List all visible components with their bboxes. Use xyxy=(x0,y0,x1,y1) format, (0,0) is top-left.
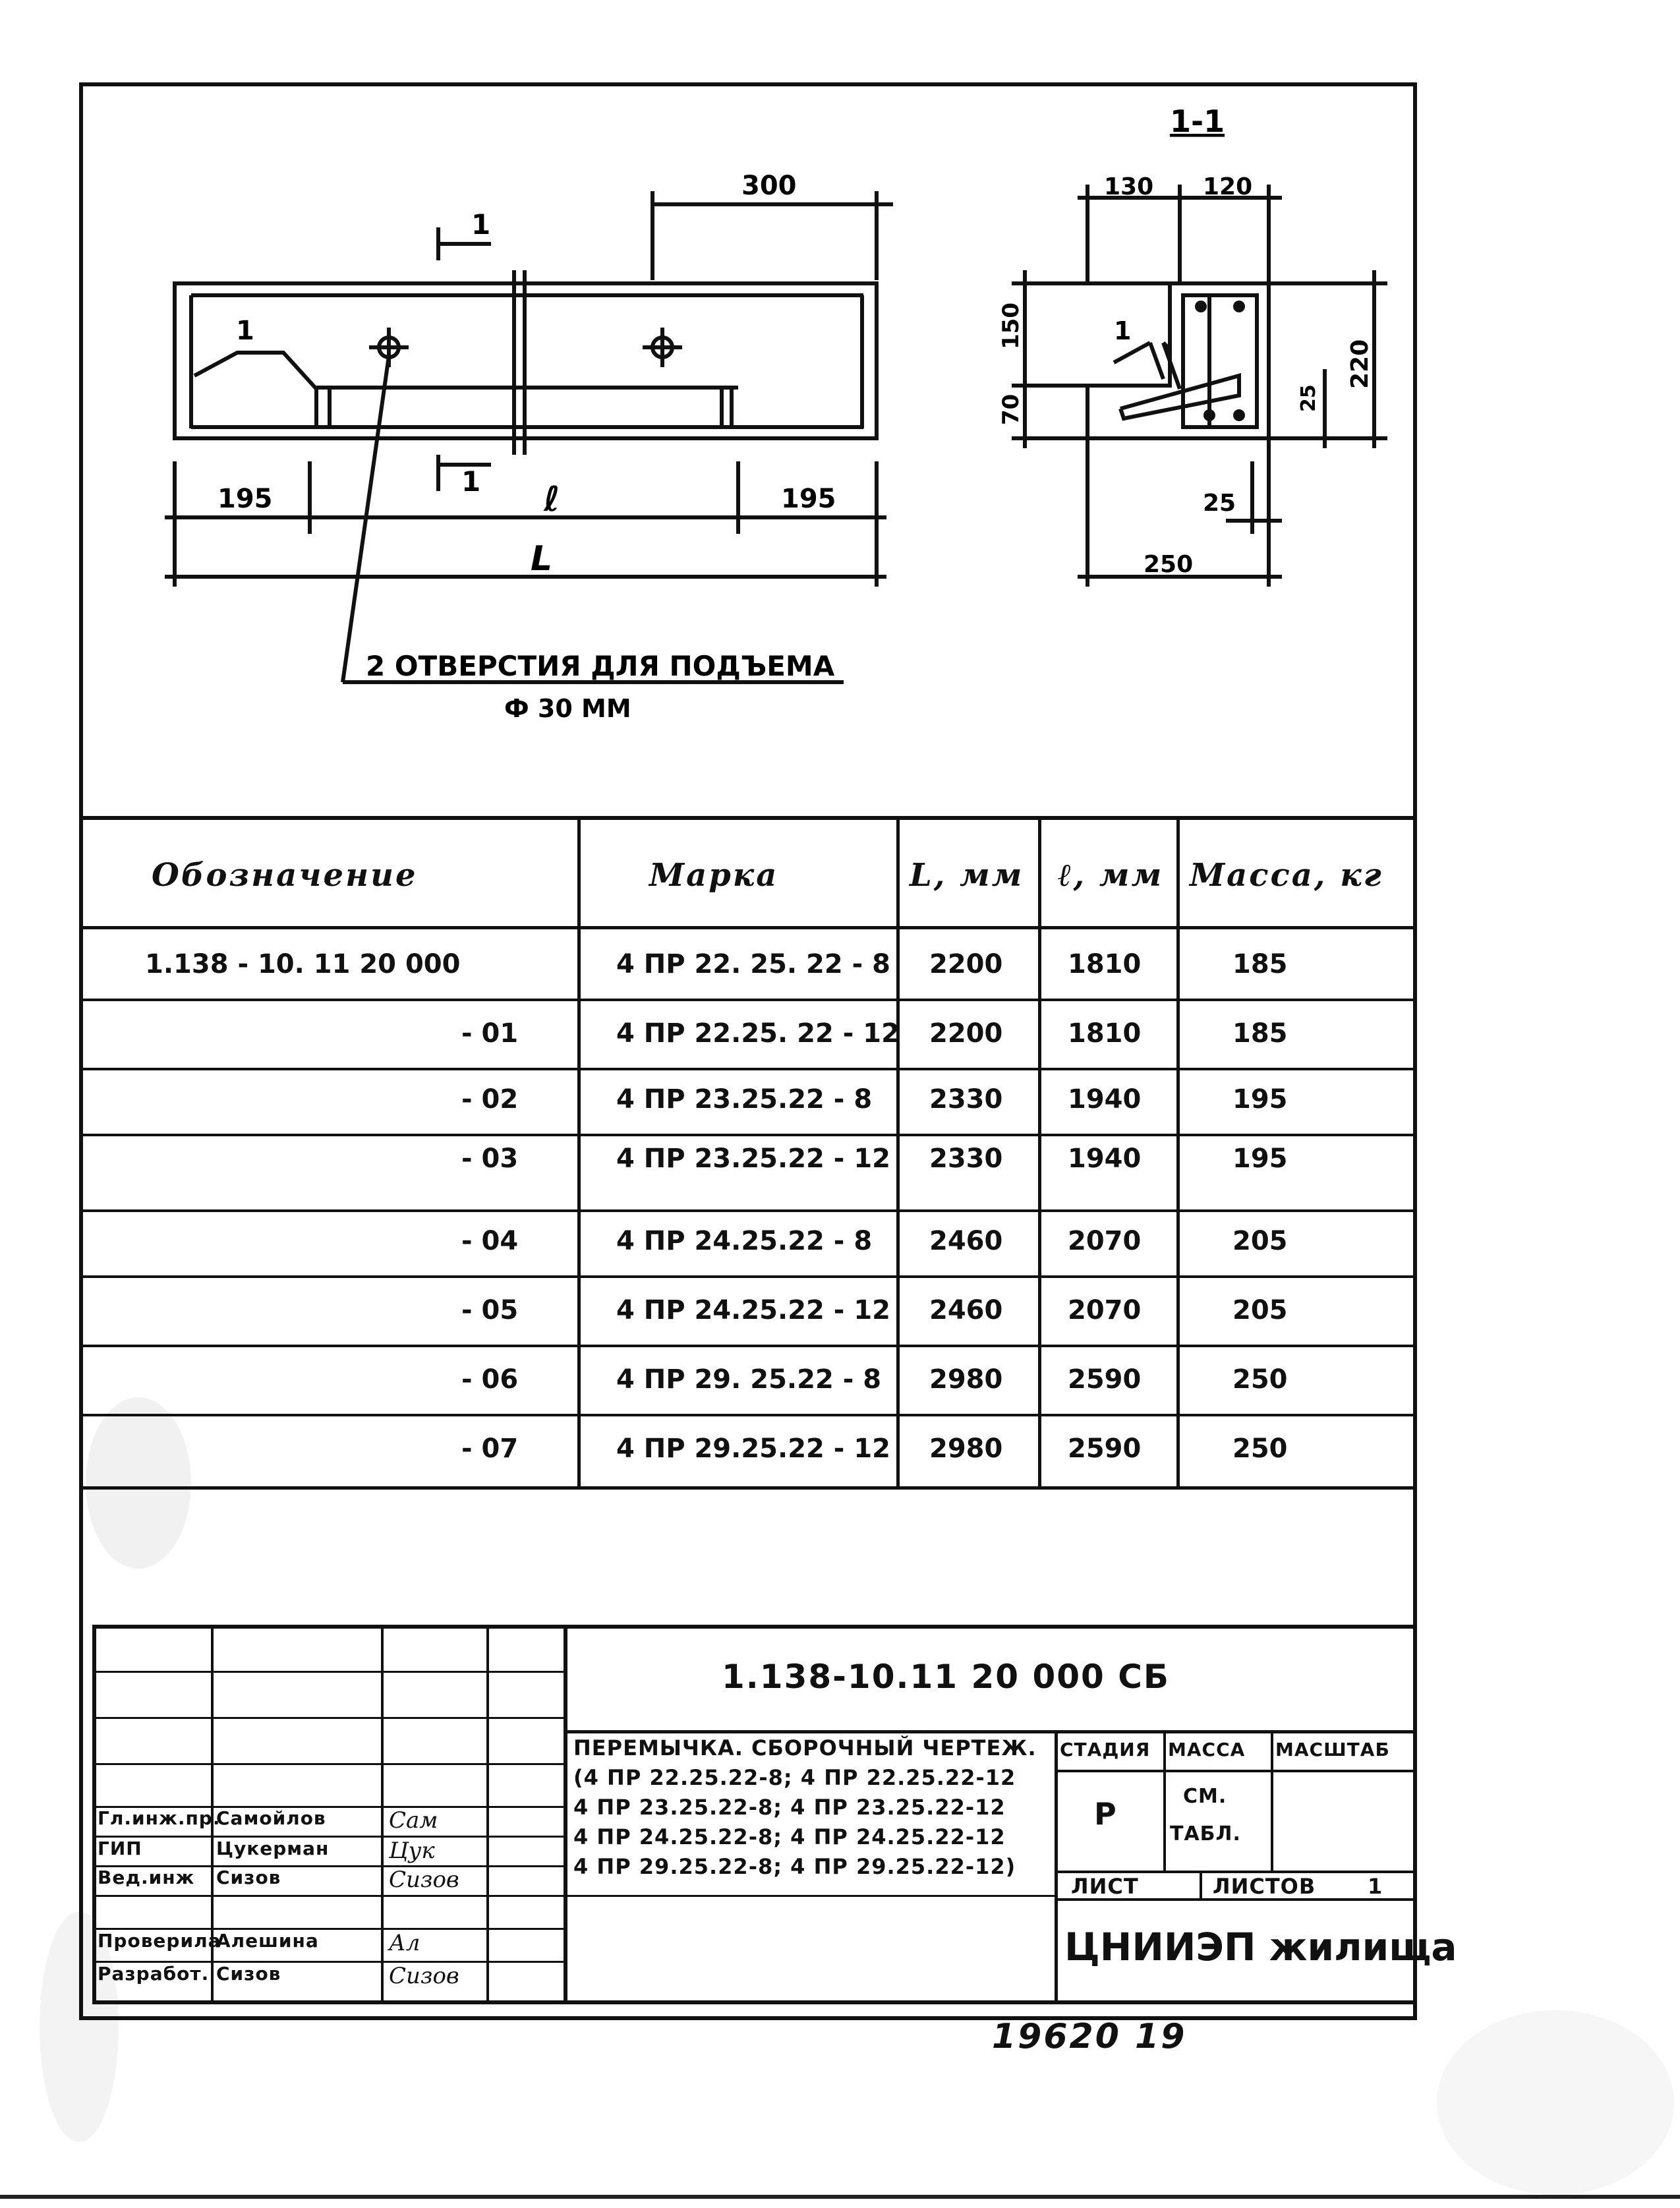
description-line-5: 4 ПР 29.25.22-8; 4 ПР 29.25.22-12) xyxy=(573,1854,1016,1879)
cell-mark: 4 ПР 29. 25.22 - 8 xyxy=(616,1364,882,1395)
cell-L: 2330 xyxy=(929,1084,1003,1115)
signer-name: Сизов xyxy=(216,1963,281,1985)
description-line-1: ПЕРЕМЫЧКА. СБОРОЧНЫЙ ЧЕРТЕЖ. xyxy=(573,1735,1037,1760)
cell-mass: 195 xyxy=(1232,1144,1288,1174)
signer-name: Цукерман xyxy=(216,1838,330,1859)
cell-L: 2460 xyxy=(929,1226,1003,1256)
signer-name: Сизов xyxy=(216,1867,281,1888)
lifting-note-line2: Ф 30 ММ xyxy=(504,694,631,723)
cell-l: 1940 xyxy=(1068,1144,1142,1174)
cell-L: 2980 xyxy=(929,1364,1003,1395)
table-row-rule xyxy=(83,999,1413,1001)
page-bottom-edge xyxy=(0,2195,1680,2199)
sheet-label: ЛИСТ xyxy=(1071,1874,1139,1899)
cell-designation: - 07 xyxy=(461,1434,519,1464)
cell-L: 2980 xyxy=(929,1434,1003,1464)
cell-designation: - 01 xyxy=(461,1018,519,1049)
signer-role: Проверила xyxy=(98,1930,221,1952)
cell-designation: - 04 xyxy=(461,1226,519,1256)
cell-l: 1810 xyxy=(1068,949,1142,979)
cell-mass: 250 xyxy=(1232,1364,1288,1395)
sec-dim-25-bottom: 25 xyxy=(1203,490,1236,517)
mass-label: МАССА xyxy=(1168,1739,1246,1760)
dim-195-left: 195 xyxy=(217,484,273,514)
cell-mark: 4 ПР 24.25.22 - 12 xyxy=(616,1295,890,1325)
sheets-value: 1 xyxy=(1368,1874,1383,1899)
table-top-rule xyxy=(83,816,1413,820)
section-title: 1-1 xyxy=(1170,103,1225,139)
sec-dim-120: 120 xyxy=(1203,173,1253,200)
cell-l: 2590 xyxy=(1068,1364,1142,1395)
cell-mark: 4 ПР 24.25.22 - 8 xyxy=(616,1226,873,1256)
table-row-rule xyxy=(83,1345,1413,1347)
stage-value: Р xyxy=(1094,1796,1116,1832)
cell-L: 2200 xyxy=(929,949,1003,979)
col-header-L: L, мм xyxy=(910,857,1024,894)
cell-l: 2590 xyxy=(1068,1434,1142,1464)
signer-role: Вед.инж xyxy=(98,1867,195,1888)
cell-designation: - 05 xyxy=(461,1295,519,1325)
sec-dim-70: 70 xyxy=(998,393,1024,425)
col-header-designation: Обозначение xyxy=(152,857,418,894)
cell-mark: 4 ПР 22.25. 22 - 12 xyxy=(616,1018,900,1049)
cell-mark: 4 ПР 29.25.22 - 12 xyxy=(616,1434,890,1464)
col-header-l: ℓ, мм xyxy=(1058,857,1164,894)
description-line-3: 4 ПР 23.25.22-8; 4 ПР 23.25.22-12 xyxy=(573,1795,1006,1820)
sec-dim-220: 220 xyxy=(1347,339,1374,389)
cell-mass: 250 xyxy=(1232,1434,1288,1464)
col-header-mark: Марка xyxy=(649,857,779,894)
doc-code: 1.138-10.11 20 000 СБ xyxy=(722,1658,1171,1696)
sheets-label: ЛИСТОВ xyxy=(1213,1874,1316,1899)
signer-name: Самойлов xyxy=(216,1807,326,1829)
cell-l: 1940 xyxy=(1068,1084,1142,1115)
sec-callout-1: 1 xyxy=(1114,316,1132,345)
cell-mass: 205 xyxy=(1232,1226,1288,1256)
section-mark-bottom: 1 xyxy=(461,465,481,498)
cell-mass: 195 xyxy=(1232,1084,1288,1115)
sec-dim-250: 250 xyxy=(1144,551,1194,578)
title-block-top-rule xyxy=(92,1625,1417,1629)
footer-number: 19620 19 xyxy=(992,2017,1187,2056)
cell-mass: 185 xyxy=(1232,1018,1288,1049)
stage-label: СТАДИЯ xyxy=(1060,1739,1151,1760)
table-row-rule xyxy=(83,1414,1413,1416)
cell-designation: 1.138 - 10. 11 20 000 xyxy=(145,949,461,979)
table-row-rule xyxy=(83,1209,1413,1212)
callout-1: 1 xyxy=(236,316,254,346)
organization: ЦНИИЭП жилища xyxy=(1064,1925,1457,1969)
cell-designation: - 03 xyxy=(461,1144,519,1174)
cell-designation: - 06 xyxy=(461,1364,519,1395)
cell-mass: 185 xyxy=(1232,949,1288,979)
dim-195-right: 195 xyxy=(781,484,836,514)
sec-dim-25-side: 25 xyxy=(1297,384,1320,412)
cell-l: 1810 xyxy=(1068,1018,1142,1049)
dim-L: L xyxy=(531,539,553,579)
signer-name: Алешина xyxy=(216,1930,319,1952)
table-header-rule xyxy=(83,926,1413,929)
cell-mark: 4 ПР 23.25.22 - 8 xyxy=(616,1084,873,1115)
description-line-4: 4 ПР 24.25.22-8; 4 ПР 24.25.22-12 xyxy=(573,1824,1006,1849)
signer-role: Разработ. xyxy=(98,1963,210,1985)
cell-l: 2070 xyxy=(1068,1226,1142,1256)
dim-l: ℓ xyxy=(544,480,560,519)
signer-role: Гл.инж.пр. xyxy=(98,1807,221,1829)
col-header-mass: Масса, кг xyxy=(1190,857,1383,894)
cell-L: 2200 xyxy=(929,1018,1003,1049)
table-row-rule xyxy=(83,1134,1413,1136)
sec-dim-130: 130 xyxy=(1104,173,1154,200)
beam-drawing xyxy=(0,0,1680,824)
dim-300: 300 xyxy=(741,171,797,201)
table-row-rule xyxy=(83,1275,1413,1278)
lifting-note-line1: 2 ОТВЕРСТИЯ ДЛЯ ПОДЪЕМА xyxy=(366,650,835,682)
signer-signature: Цук xyxy=(389,1838,435,1864)
mass-value-line1: СМ. xyxy=(1183,1785,1227,1808)
cell-designation: - 02 xyxy=(461,1084,519,1115)
cell-mark: 4 ПР 23.25.22 - 12 xyxy=(616,1144,890,1174)
cell-L: 2330 xyxy=(929,1144,1003,1174)
cell-mark: 4 ПР 22. 25. 22 - 8 xyxy=(616,949,890,979)
sec-dim-150: 150 xyxy=(998,303,1024,349)
signer-signature: Сизов xyxy=(389,1963,459,1989)
description-line-2: (4 ПР 22.25.22-8; 4 ПР 22.25.22-12 xyxy=(573,1765,1016,1790)
scale-label: МАСШТАБ xyxy=(1275,1739,1390,1760)
cell-L: 2460 xyxy=(929,1295,1003,1325)
signer-role: ГИП xyxy=(98,1838,142,1859)
table-row-rule xyxy=(83,1068,1413,1070)
signer-signature: Ал xyxy=(389,1930,420,1956)
section-mark-top: 1 xyxy=(471,208,491,241)
cell-l: 2070 xyxy=(1068,1295,1142,1325)
mass-value-line2: ТАБЛ. xyxy=(1170,1822,1241,1845)
signer-signature: Сам xyxy=(389,1807,438,1834)
scan-noise xyxy=(1437,2010,1674,2195)
cell-mass: 205 xyxy=(1232,1295,1288,1325)
signer-signature: Сизов xyxy=(389,1867,459,1893)
